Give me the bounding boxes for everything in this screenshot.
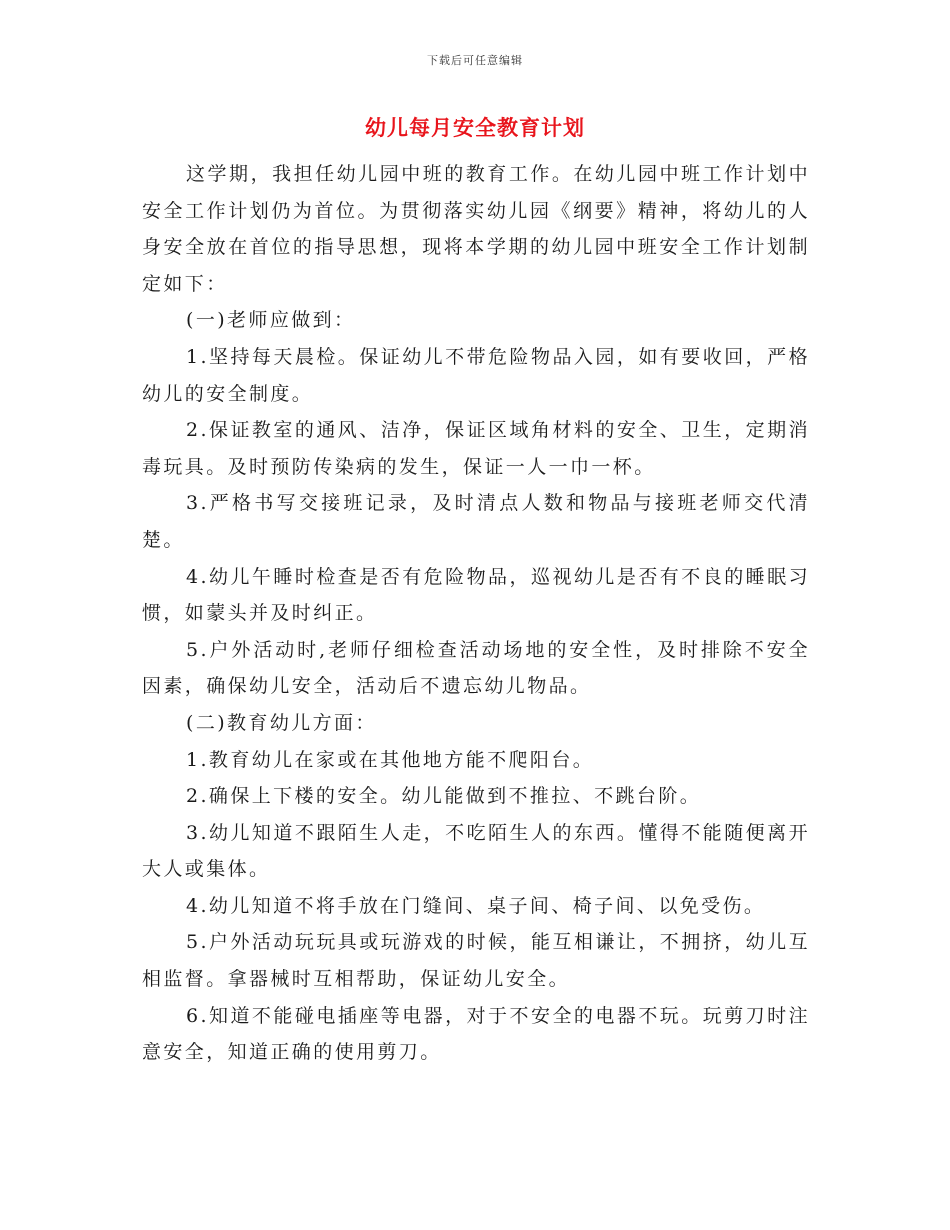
document-title: 幼儿每月安全教育计划 — [365, 115, 585, 140]
header-note: 下载后可任意编辑 — [427, 54, 523, 67]
paragraph-item: 5.户外活动玩玩具或玩游戏的时候，能互相谦让，不拥挤，幼儿互相监督。拿器械时互相帮助，保证幼儿安全。 — [142, 931, 810, 991]
paragraph-item: 4.幼儿午睡时检查是否有危险物品，巡视幼儿是否有不良的睡眠习惯，如蒙头并及时纠正。 — [142, 565, 810, 625]
paragraph-item: 2.保证教室的通风、洁净，保证区域角材料的安全、卫生，定期消毒玩具。及时预防传染病的发生，保证一人一巾一杯。 — [142, 419, 810, 478]
paragraph-item: 1.教育幼儿在家或在其他地方能不爬阳台。 — [186, 748, 595, 771]
paragraph-item: 6.知道不能碰电插座等电器，对于不安全的电器不玩。玩剪刀时注意安全，知道正确的使用剪刀。 — [142, 1004, 810, 1064]
paragraph-intro: 这学期，我担任幼儿园中班的教育工作。在幼儿园中班工作计划中安全工作计划仍为首位。为贯彻落实幼儿园《纲要》精神，将幼儿的人身安全放在首位的指导思想，现将本学期的幼儿园中班安全工作计划制定如下： — [142, 163, 810, 295]
paragraph-item: 1.坚持每天晨检。保证幼儿不带危险物品入园，如有要收回，严格幼儿的安全制度。 — [142, 345, 810, 405]
paragraph-item: 3.严格书写交接班记录，及时清点人数和物品与接班老师交代清楚。 — [142, 492, 810, 551]
paragraph-item: 2.确保上下楼的安全。幼儿能做到不推拉、不跳台阶。 — [186, 785, 702, 808]
section-heading-teacher: (一)老师应做到： — [186, 309, 356, 332]
paragraph-item: 3.幼儿知道不跟陌生人走，不吃陌生人的东西。懂得不能随便离开大人或集体。 — [142, 821, 810, 881]
paragraph-item: 4.幼儿知道不将手放在门缝间、桌子间、椅子间、以免受伤。 — [186, 894, 766, 917]
paragraph-item: 5.户外活动时,老师仔细检查活动场地的安全性，及时排除不安全因素，确保幼儿安全，活动后不遗忘幼儿物品。 — [142, 638, 810, 698]
document-body — [142, 156, 810, 1071]
section-heading-children: (二)教育幼儿方面： — [186, 711, 377, 734]
